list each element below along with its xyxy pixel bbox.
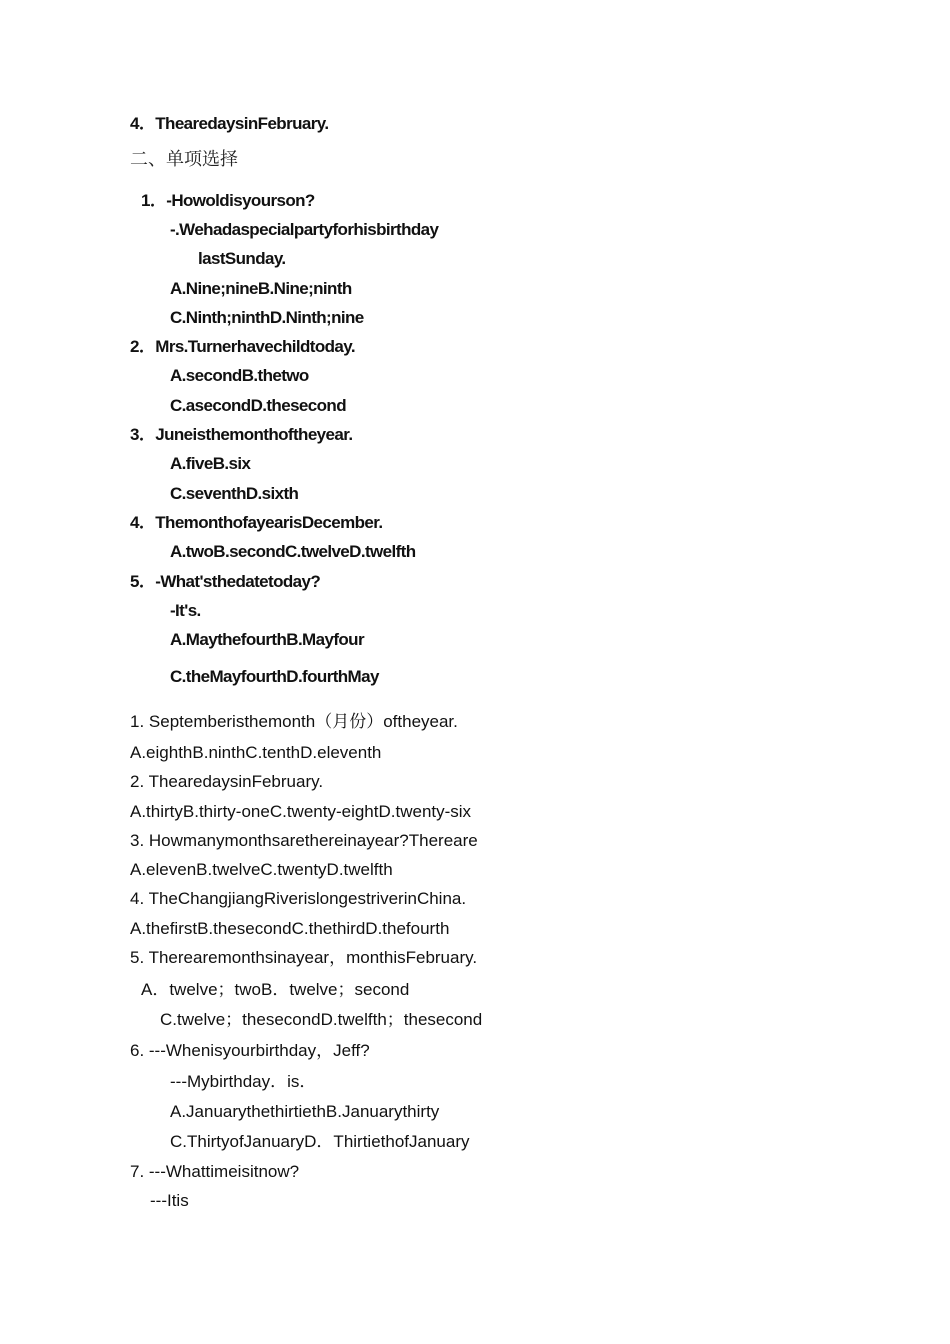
mc2-q7-stem-line2: ---Itis xyxy=(150,1191,189,1210)
mc1-q3-stem: 3．Juneisthemonthoftheyear. xyxy=(130,425,353,444)
mc2-q3-options: A.elevenB.twelveC.twentyD.twelfth xyxy=(130,860,393,879)
mc1-q1-options-cd: C.Ninth;ninthD.Ninth;nine xyxy=(170,308,364,327)
mc1-q1-stem-line2: -.Wehadaspecialpartyforhisbirthday xyxy=(170,220,439,239)
mc2-q6-stem-line2: ---Mybirthday．is． xyxy=(170,1072,317,1091)
mc2-q5-options-cd: C.twelve；thesecondD.twelfth；thesecond xyxy=(160,1010,483,1029)
mc2-q2-stem: 2. ThearedaysinFebruary. xyxy=(130,772,324,791)
mc1-q5-options-ab: A.MaythefourthB.Mayfour xyxy=(170,630,364,649)
mc1-q2-options-cd: C.asecondD.thesecond xyxy=(170,396,346,415)
mc1-q3-options-ab: A.fiveB.six xyxy=(170,454,251,473)
mc2-q6-stem: 6. ---Whenisyourbirthday，Jeff? xyxy=(130,1041,370,1060)
mc2-q1-options: A.eighthB.ninthC.tenthD.eleventh xyxy=(130,743,382,762)
section-heading: 二、单项选择 xyxy=(130,149,238,170)
mc1-q5-options-cd: C.theMayfourthD.fourthMay xyxy=(170,667,379,686)
mc1-q4-stem: 4．ThemonthofayearisDecember. xyxy=(130,513,383,532)
mc1-q2-stem: 2．Mrs.Turnerhavechildtoday. xyxy=(130,337,356,356)
mc2-q7-stem: 7. ---Whattimeisitnow? xyxy=(130,1162,300,1181)
mc1-q5-stem: 5．-What'sthedatetoday? xyxy=(130,572,321,591)
mc1-q4-options: A.twoB.secondC.twelveD.twelfth xyxy=(170,542,416,561)
mc2-q2-options: A.thirtyB.thirty-oneC.twenty-eightD.twenty-six xyxy=(130,802,472,821)
mc2-q3-stem: 3. Howmanymonthsarethereinayear?Thereare xyxy=(130,831,478,850)
mc1-q2-options-ab: A.secondB.thetwo xyxy=(170,366,309,385)
mc2-q4-options: A.thefirstB.thesecondC.thethirdD.thefourth xyxy=(130,919,450,938)
mc2-q1-stem: 1. Septemberisthemonth（月份）oftheyear. xyxy=(130,712,458,731)
mc1-q5-stem-line2: -It's. xyxy=(170,601,201,620)
mc2-q5-stem: 5. Therearemonthsinayear，monthisFebruary. xyxy=(130,948,478,967)
question-4-fill: 4．ThearedaysinFebruary. xyxy=(130,114,329,133)
mc1-q1-options-ab: A.Nine;nineB.Nine;ninth xyxy=(170,279,352,298)
mc1-q3-options-cd: C.seventhD.sixth xyxy=(170,484,299,503)
mc2-q6-options-cd: C.ThirtyofJanuaryD．ThirtiethofJanuary xyxy=(170,1132,470,1151)
mc1-q1-stem: 1．-Howoldisyourson? xyxy=(141,191,315,210)
mc1-q1-stem-line3: lastSunday. xyxy=(198,249,286,268)
mc2-q6-options-ab: A.JanuarythethirtiethB.Januarythirty xyxy=(170,1102,440,1121)
mc2-q4-stem: 4. TheChangjiangRiverislongestriverinChina. xyxy=(130,889,467,908)
mc2-q5-options-ab: A．twelve；twoB．twelve；second xyxy=(141,980,410,999)
